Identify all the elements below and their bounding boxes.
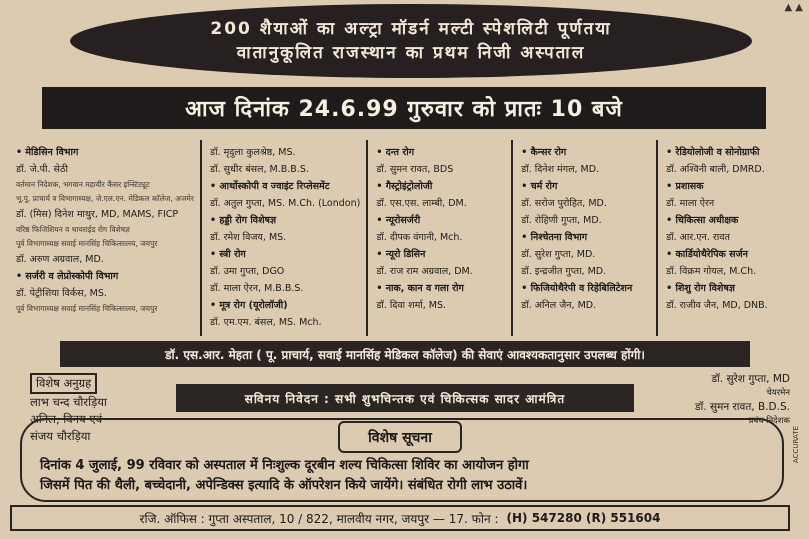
department-heading: • फिजियोथैरेपी व रिहेबिलिटेशन — [521, 283, 633, 294]
mehta-banner: डॉ. एस.आर. मेहता ( पू. प्राचार्य, सवाई मानसिंह मेडिकल कॉलेज) की सेवाएं आवश्यकतानुसार उपलब्ध होंगी। — [60, 341, 750, 367]
department-heading: • मेडिसिन विभाग — [16, 147, 79, 158]
doctor-name: डॉ. रमेश विजय, MS. — [209, 232, 287, 243]
doctor-name: डॉ. अनिल जैन, MD. — [521, 300, 597, 311]
footer-address-text: रजि. ऑफिस : गुप्ता अस्पताल, 10 / 822, मालवीय नगर, जयपुर — 17. फोन : — [139, 511, 499, 526]
doctors-grid — [8, 140, 801, 336]
department-heading: • हड्डी रोग विशेषज्ञ — [209, 215, 277, 226]
doctor-credentials: पूर्व विभागाध्यक्ष सवाई मानसिंह चिकित्सालय, जयपुर — [16, 239, 158, 248]
doctor-name: डॉ. माला ऐरन — [666, 198, 715, 209]
chairman-name: डॉ. सुरेश गुप्ता, MD — [711, 373, 790, 385]
footer-address — [10, 505, 790, 531]
invitation-banner: सविनय निवेदन : सभी शुभचिन्तक एवं चिकित्सक सादर आमंत्रित — [176, 384, 634, 412]
doctor-name: डॉ. आर.एन. रावत — [666, 232, 730, 243]
doctor-credentials: पूर्व विभागाध्यक्ष सवाई मानसिंह चिकित्सालय, जयपुर — [16, 304, 158, 313]
doctor-credentials: वर्तमान निदेशक, भगवान महावीर कैंसर इन्स्टिट्यूट — [16, 180, 150, 189]
notice-line-2: जिसमें पित की थैली, बच्चेदानी, अपेन्डिक्स इत्यादि के ऑपरेशन किये जायेंगे। संबंधित रोगी लाभ उठावें। — [40, 478, 528, 493]
special-thanks-line-1: लाभ चन्द चौरड़िया — [30, 395, 107, 409]
notice-text — [40, 456, 775, 496]
doctor-name: डॉ. अरुण अग्रवाल, MD. — [16, 254, 104, 265]
department-heading: • दन्त रोग — [376, 147, 415, 158]
department-heading: • स्त्री रोग — [209, 249, 246, 260]
doctor-name: डॉ. सुधीर बंसल, M.B.B.S. — [209, 164, 309, 175]
special-thanks-line-2: अनिल, विनय एवं — [30, 412, 103, 426]
doctor-name: डॉ. इन्द्रजीत गुप्ता, MD. — [521, 266, 607, 277]
doctor-name: डॉ. (मिस) दिनेश माथुर, MD, MAMS, FICP — [16, 209, 179, 220]
department-heading: • आर्थोस्कोपी व ज्वाइंट रिप्लेसमेंट — [209, 181, 330, 192]
header-line-1: 200 शैयाओं का अल्ट्रा मॉडर्न मल्टी स्पेशलिटी पूर्णतया — [210, 19, 612, 39]
department-heading: • न्यूरोसर्जरी — [376, 215, 421, 226]
doctor-name: डॉ. उमा गुप्ता, DGO — [209, 266, 285, 277]
department-heading: • रेडियोलोजी व सोनोग्राफी — [666, 147, 760, 158]
special-thanks-line-3: संजय चौरड़िया — [30, 429, 91, 443]
doctors-column-2 — [202, 140, 368, 336]
doctor-credentials: भू.पू. प्राचार्य व विभागाध्यक्ष, जे.एल.एन. मेडिकल कॉलेज, अजमेर — [16, 194, 194, 203]
department-heading: • प्रशासक — [666, 181, 704, 192]
doctor-name: डॉ. एस.एस. लाम्बी, DM. — [376, 198, 467, 209]
doctor-name: डॉ. राजीव जैन, MD, DNB. — [666, 300, 768, 311]
header-oval — [70, 4, 752, 78]
doctors-column-5 — [658, 140, 801, 336]
doctor-name: डॉ. जे.पी. सेठी — [16, 164, 68, 175]
department-heading: • कार्डियोथैरेपिक सर्जन — [666, 249, 748, 260]
doctors-column-3 — [368, 140, 513, 336]
header-line-2: वातानुकूलित राजस्थान का प्रथम निजी अस्पताल — [236, 43, 586, 63]
notice-title: विशेष सूचना — [338, 421, 462, 453]
doctor-name: डॉ. सुरेश गुप्ता, MD. — [521, 249, 596, 260]
doctor-name: डॉ. एम.एम. बंसल, MS. Mch. — [209, 317, 322, 328]
doctor-name: डॉ. दीपक वंगानी, Mch. — [376, 232, 463, 243]
corner-marks: ▲ ▲ — [784, 2, 803, 13]
notice-line-1: दिनांक 4 जुलाई, 99 रविवार को अस्पताल में निःशुल्क दूरबीन शल्य चिकित्सा शिविर का आयोजन होगा — [40, 458, 529, 473]
doctor-name: डॉ. राज राम अग्रवाल, DM. — [376, 266, 473, 277]
doctor-name: डॉ. मृदुला कुलश्रेष्ठ, MS. — [209, 147, 296, 158]
doctor-name: डॉ. सरोज पुरोहित, MD. — [521, 198, 607, 209]
department-heading: • न्यूरो डिसिन — [376, 249, 426, 260]
department-heading: • सर्जरी व लेप्रोस्कोपी विभाग — [16, 271, 119, 282]
director-name: डॉ. सुमन रावत, B.D.S. — [694, 401, 790, 413]
doctors-column-4 — [513, 140, 658, 336]
doctor-name: डॉ. दिनेश मंगल, MD. — [521, 164, 600, 175]
side-mark: ACCURATE — [792, 426, 800, 464]
date-banner: आज दिनांक 24.6.99 गुरुवार को प्रातः 10 बजे — [42, 87, 766, 129]
doctor-name: डॉ. सुमन रावत, BDS — [376, 164, 454, 175]
doctors-column-1 — [8, 140, 202, 336]
department-heading: • कैन्सर रोग — [521, 147, 567, 158]
chairman-role: चेयरमेन — [766, 388, 790, 398]
department-heading: • चिकित्सा अधीक्षक — [666, 215, 739, 226]
doctor-name: डॉ. अश्विनी बाली, DMRD. — [666, 164, 765, 175]
doctor-name: डॉ. रोहिणी गुप्ता, MD. — [521, 215, 602, 226]
department-heading: • निश्चेतना विभाग — [521, 232, 588, 243]
director-role: प्रबंध निदेशक — [748, 416, 790, 426]
doctor-credentials: वरिष्ठ फिजिशियन व थायराईड रोग विशेषज्ञ — [16, 225, 130, 234]
department-heading: • गैस्ट्रोइंट्रोलोजी — [376, 181, 433, 192]
department-heading: • नाक, कान व गला रोग — [376, 283, 464, 294]
footer-phones: (H) 547280 (R) 551604 — [506, 511, 661, 525]
doctor-name: डॉ. दिवा शर्मा, MS. — [376, 300, 447, 311]
department-heading: • चर्म रोग — [521, 181, 558, 192]
department-heading: • मूत्र रोग (यूरोलॉजी) — [209, 300, 288, 311]
doctor-name: डॉ. पेट्रीशिया विर्कस, MS. — [16, 288, 107, 299]
doctor-name: डॉ. विक्रम गोयल, M.Ch. — [666, 266, 757, 277]
doctor-name: डॉ. अतुल गुप्ता, MS. M.Ch. (London) — [209, 198, 361, 209]
department-heading: • शिशु रोग विशेषज्ञ — [666, 283, 735, 294]
doctor-name: डॉ. माला ऐरन, M.B.B.S. — [209, 283, 304, 294]
special-thanks-title: विशेष अनुग्रह — [30, 373, 97, 394]
